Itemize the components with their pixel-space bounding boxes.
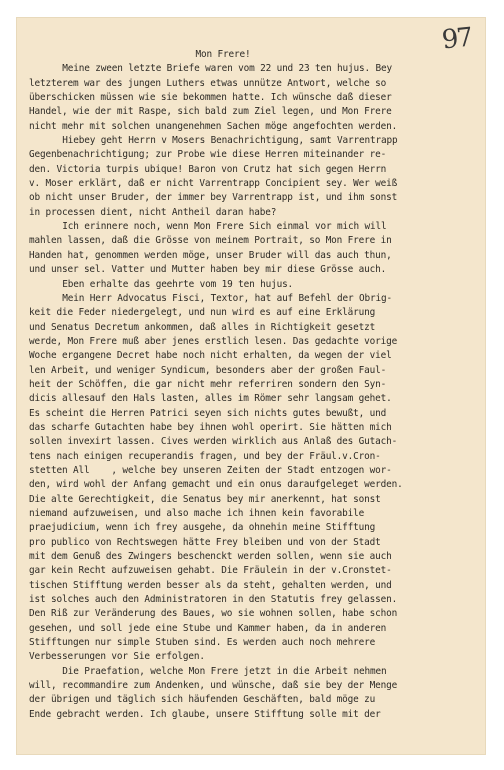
letter-line: Meine zween letzte Briefe waren vom 22 und 23 ten hujus. Bey (62, 63, 392, 75)
letter-line: Mein Herr Advocatus Fisci, Textor, hat auf Befehl der Obrig- (62, 292, 392, 304)
letter-line: tischen Stifftung werden besser als da steht, gehalten werden, und (29, 579, 392, 591)
letter-line: und Senatus Decretum ankommen, daß alles in Richtigkeit gesetzt (29, 321, 376, 333)
letter-line: Handen hat, genommen werden möge, unser Bruder will das auch thun, (29, 249, 392, 261)
letter-line: Gegenbenachrichtigung; zur Probe wie diese Herren miteinander re- (29, 149, 387, 161)
letter-line: pro publico von Rechtswegen hätte Frey bleiben und von der Stadt (29, 536, 381, 548)
letter-line: niemand aufzuweisen, und also mache ich ihnen kein favorabile (29, 508, 365, 519)
letter-line: mahlen lassen, daß die Grösse von meinem Portrait, so Mon Frere in (29, 235, 392, 247)
letter-line: werde, Mon Frere muß aber jenes erstlich lesen. Das gedachte vorige (29, 335, 398, 347)
letter-line: Hiebey geht Herrn v Mosers Benachrichtigung, samt Varrentrapp (62, 135, 398, 147)
letter-line: nicht mehr mit solchen unangenehmen Sachen möge angefochten werden. (29, 120, 398, 132)
letter-line: der übrigen und täglich sich häufenden Geschäften, bald möge zu (29, 694, 376, 706)
letter-line: gesehen, und soll jede eine Stube und Kammer haben, da in anderen (29, 622, 387, 634)
letter-line: dicis allesauf den Hals lasten, alles im Römer sehr langsam gehet. (29, 393, 392, 405)
letter-line: das scharfe Gutachten habe bey ihnen wohl operirt. Sie hätten mich (29, 421, 392, 433)
letter-line: tens nach einigen recuperandis fragen, und bey der Fräul.v.Cron- (29, 450, 381, 462)
letter-line: sollen invexirt lassen. Cives werden wirklich aus Anlaß des Gutach- (29, 436, 398, 448)
letter-line: Die Praefation, welche Mon Frere jetzt in die Arbeit nehmen (62, 665, 387, 677)
letter-line: praejudicium, wenn ich frey ausgehe, da ohnehin meine Stifftung (29, 522, 376, 534)
letter-line: letzterem war des jungen Luthers etwas unnütze Antwort, welche so (29, 77, 387, 89)
letter-line: Handel, wie der mit Raspe, sich bald zum Ziel legen, und Mon Frere (29, 106, 392, 118)
letter-line: will, recommandire zum Andenken, und wünsche, daß sie bey der Menge (29, 680, 398, 692)
letter-line: heit der Schöffen, die gar nicht mehr referriren sondern den Syn- (29, 378, 387, 390)
letter-line: und unser sel. Vatter und Mutter haben bey mir diese Grösse auch. (29, 264, 387, 276)
letter-line: überschicken müssen wie sie bekommen hatte. Ich wünsche daß dieser (29, 92, 392, 104)
letter-line: mit dem Genuß des Zwingers beschenckt werden sollen, wenn sie auch (29, 551, 392, 563)
letter-line: gar kein Recht aufzuweisen gehabt. Die Fräulein in der v.Cronstet- (29, 565, 392, 577)
letter-line: Ich erinnere noch, wenn Mon Frere Sich einmal vor mich will (62, 221, 387, 233)
letter-line: Den Riß zur Veränderung des Baues, wo sie wohnen sollen, habe schon (29, 608, 398, 620)
letter-line: stetten All , welche bey unseren Zeiten der Stadt entzogen wor- (29, 464, 392, 476)
letter-line: len Arbeit, und weniger Syndicum, besonders aber der großen Faul- (29, 364, 387, 376)
letter-line: Ende gebracht werden. Ich glaube, unsere Stifftung solle mit der (29, 708, 381, 720)
letter-line: Eben erhalte das geehrte vom 19 ten hujus. (62, 278, 294, 290)
letter-line: Stifftungen nur simple Stuben sind. Es werden auch noch mehrere (29, 637, 376, 649)
letter-line: Woche ergangene Decret habe noch nicht erhalten, da wegen der viel (29, 350, 392, 362)
letter-line: keit die Feder niedergelegt, und nun wird es auf eine Erklärung (29, 307, 376, 319)
letter-line: Es scheint die Herren Patrici seyen sich nichts gutes bewußt, und (29, 407, 387, 419)
letter-body (29, 48, 479, 722)
letter-line: Verbesserungen vor Sie erfolgen. (29, 651, 205, 663)
letter-line: in processen dient, nicht Antheil daran habe? (29, 206, 277, 218)
letter-line: Die alte Gerechtigkeit, die Senatus bey mir anerkennt, hat sonst (29, 493, 381, 505)
letter-line: den. Victoria turpis ubique! Baron von Crutz hat sich gegen Herrn (29, 163, 387, 175)
letter-line: ob nicht unser Bruder, der immer bey Varrentrapp ist, und ihm sonst (29, 192, 398, 204)
letter-line: ist solches auch den Administratoren in den Statutis frey gelassen. (29, 594, 398, 606)
letter-line: den, wird wohl der Anfang gemacht und ein onus daraufgeleget werden. (29, 479, 403, 491)
letter-line: Mon Frere! (195, 49, 251, 60)
letter-page (17, 18, 485, 754)
page-number-stamp: 97 (440, 22, 473, 56)
letter-line: v. Moser erklärt, daß er nicht Varrentrapp Concipient sey. Wer weiß (29, 178, 398, 190)
